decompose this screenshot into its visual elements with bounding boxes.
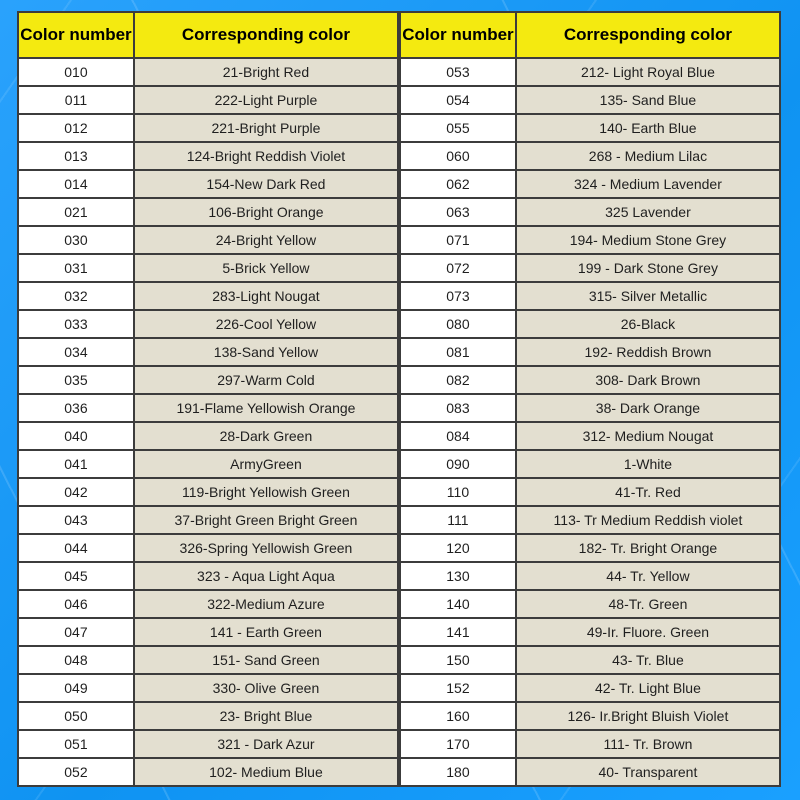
table-row (18, 534, 398, 562)
table-row (400, 674, 780, 702)
table-row (18, 114, 398, 142)
color-number-cell: 053 (400, 58, 516, 86)
table-row (400, 478, 780, 506)
color-name-cell: 23- Bright Blue (134, 702, 398, 730)
table-row (18, 646, 398, 674)
color-number-cell: 141 (400, 618, 516, 646)
color-number-cell: 170 (400, 730, 516, 758)
table-row (400, 394, 780, 422)
color-name-cell: 154-New Dark Red (134, 170, 398, 198)
color-name-cell: 26-Black (516, 310, 780, 338)
table-row (18, 226, 398, 254)
color-number-cell: 110 (400, 478, 516, 506)
color-number-cell: 090 (400, 450, 516, 478)
color-number-cell: 071 (400, 226, 516, 254)
color-name-cell: 330- Olive Green (134, 674, 398, 702)
table-row (400, 702, 780, 730)
color-name-cell: 283-Light Nougat (134, 282, 398, 310)
color-name-cell: 48-Tr. Green (516, 590, 780, 618)
table-row (400, 590, 780, 618)
table-row (18, 702, 398, 730)
table-row (18, 58, 398, 86)
color-number-cell: 062 (400, 170, 516, 198)
table-row (18, 478, 398, 506)
table-row (400, 562, 780, 590)
table-row (18, 562, 398, 590)
color-number-cell: 034 (18, 338, 134, 366)
color-number-cell: 084 (400, 422, 516, 450)
color-name-cell: 113- Tr Medium Reddish violet (516, 506, 780, 534)
color-name-cell: 326-Spring Yellowish Green (134, 534, 398, 562)
table-row (18, 310, 398, 338)
color-number-cell: 052 (18, 758, 134, 786)
table-row (18, 590, 398, 618)
color-name-cell: 140- Earth Blue (516, 114, 780, 142)
color-number-cell: 060 (400, 142, 516, 170)
table-row (18, 758, 398, 786)
table-row (400, 254, 780, 282)
table-row (18, 450, 398, 478)
color-name-cell: 322-Medium Azure (134, 590, 398, 618)
table-row (18, 366, 398, 394)
color-number-cell: 045 (18, 562, 134, 590)
table-row (400, 618, 780, 646)
table-row (400, 86, 780, 114)
table-row (400, 198, 780, 226)
color-number-cell: 140 (400, 590, 516, 618)
color-name-cell: 28-Dark Green (134, 422, 398, 450)
color-number-cell: 011 (18, 86, 134, 114)
color-name-cell: 141 - Earth Green (134, 618, 398, 646)
color-name-cell: 312- Medium Nougat (516, 422, 780, 450)
table-row (400, 58, 780, 86)
color-name-cell: 321 - Dark Azur (134, 730, 398, 758)
color-number-cell: 044 (18, 534, 134, 562)
table-row (400, 142, 780, 170)
color-name-cell: 111- Tr. Brown (516, 730, 780, 758)
table-header-row (18, 12, 398, 58)
color-number-cell: 081 (400, 338, 516, 366)
table-row (18, 170, 398, 198)
table-row (18, 422, 398, 450)
color-number-cell: 047 (18, 618, 134, 646)
color-number-cell: 035 (18, 366, 134, 394)
color-name-cell: 199 - Dark Stone Grey (516, 254, 780, 282)
table-row (18, 142, 398, 170)
color-name-cell: 38- Dark Orange (516, 394, 780, 422)
table-header-row (400, 12, 780, 58)
table-row (18, 86, 398, 114)
color-number-cell: 055 (400, 114, 516, 142)
color-name-cell: 42- Tr. Light Blue (516, 674, 780, 702)
table-row (18, 198, 398, 226)
color-number-cell: 082 (400, 366, 516, 394)
color-name-cell: 135- Sand Blue (516, 86, 780, 114)
color-table-left-body (18, 58, 398, 786)
color-name-cell: 24-Bright Yellow (134, 226, 398, 254)
color-name-cell: 297-Warm Cold (134, 366, 398, 394)
table-row (400, 310, 780, 338)
color-name-cell: 191-Flame Yellowish Orange (134, 394, 398, 422)
color-name-cell: 41-Tr. Red (516, 478, 780, 506)
color-name-cell: 44- Tr. Yellow (516, 562, 780, 590)
color-name-cell: 182- Tr. Bright Orange (516, 534, 780, 562)
table-row (18, 730, 398, 758)
table-row (400, 226, 780, 254)
table-header-number: Color number (18, 12, 134, 58)
color-name-cell: 126- Ir.Bright Bluish Violet (516, 702, 780, 730)
table-row (400, 534, 780, 562)
table-row (18, 254, 398, 282)
color-number-cell: 043 (18, 506, 134, 534)
color-number-cell: 080 (400, 310, 516, 338)
color-number-cell: 032 (18, 282, 134, 310)
table-row (18, 618, 398, 646)
table-header-color: Corresponding color (516, 12, 780, 58)
color-name-cell: 226-Cool Yellow (134, 310, 398, 338)
table-row (400, 730, 780, 758)
color-number-cell: 063 (400, 198, 516, 226)
color-number-cell: 054 (400, 86, 516, 114)
color-name-cell: 315- Silver Metallic (516, 282, 780, 310)
color-table-right (399, 11, 781, 787)
table-header-color: Corresponding color (134, 12, 398, 58)
table-row (400, 758, 780, 786)
table-row (18, 674, 398, 702)
color-name-cell: 308- Dark Brown (516, 366, 780, 394)
color-number-cell: 048 (18, 646, 134, 674)
color-name-cell: 192- Reddish Brown (516, 338, 780, 366)
table-row (400, 366, 780, 394)
color-number-cell: 072 (400, 254, 516, 282)
color-number-cell: 083 (400, 394, 516, 422)
color-name-cell: 40- Transparent (516, 758, 780, 786)
table-row (400, 450, 780, 478)
color-number-cell: 031 (18, 254, 134, 282)
color-number-cell: 130 (400, 562, 516, 590)
table-row (400, 422, 780, 450)
color-name-cell: 1-White (516, 450, 780, 478)
color-number-cell: 030 (18, 226, 134, 254)
table-row (400, 506, 780, 534)
color-table-right-body (400, 58, 780, 786)
color-number-cell: 073 (400, 282, 516, 310)
color-name-cell: 102- Medium Blue (134, 758, 398, 786)
table-row (18, 338, 398, 366)
color-number-cell: 021 (18, 198, 134, 226)
color-number-cell: 041 (18, 450, 134, 478)
color-number-cell: 152 (400, 674, 516, 702)
color-number-cell: 013 (18, 142, 134, 170)
color-number-cell: 180 (400, 758, 516, 786)
table-row (18, 282, 398, 310)
color-number-cell: 036 (18, 394, 134, 422)
color-name-cell: 5-Brick Yellow (134, 254, 398, 282)
color-name-cell: 119-Bright Yellowish Green (134, 478, 398, 506)
table-row (400, 646, 780, 674)
color-name-cell: ArmyGreen (134, 450, 398, 478)
color-tables-container (17, 11, 781, 787)
color-name-cell: 324 - Medium Lavender (516, 170, 780, 198)
color-name-cell: 37-Bright Green Bright Green (134, 506, 398, 534)
color-name-cell: 43- Tr. Blue (516, 646, 780, 674)
table-row (400, 170, 780, 198)
color-number-cell: 040 (18, 422, 134, 450)
color-number-cell: 050 (18, 702, 134, 730)
table-row (18, 506, 398, 534)
color-number-cell: 160 (400, 702, 516, 730)
color-table-left (17, 11, 399, 787)
color-name-cell: 221-Bright Purple (134, 114, 398, 142)
color-name-cell: 138-Sand Yellow (134, 338, 398, 366)
table-row (400, 282, 780, 310)
color-number-cell: 042 (18, 478, 134, 506)
color-name-cell: 151- Sand Green (134, 646, 398, 674)
color-number-cell: 014 (18, 170, 134, 198)
color-name-cell: 21-Bright Red (134, 58, 398, 86)
color-name-cell: 106-Bright Orange (134, 198, 398, 226)
color-number-cell: 051 (18, 730, 134, 758)
color-name-cell: 194- Medium Stone Grey (516, 226, 780, 254)
color-name-cell: 325 Lavender (516, 198, 780, 226)
table-row (400, 114, 780, 142)
color-number-cell: 049 (18, 674, 134, 702)
color-number-cell: 150 (400, 646, 516, 674)
table-row (400, 338, 780, 366)
table-row (18, 394, 398, 422)
color-name-cell: 268 - Medium Lilac (516, 142, 780, 170)
color-name-cell: 323 - Aqua Light Aqua (134, 562, 398, 590)
color-number-cell: 033 (18, 310, 134, 338)
color-number-cell: 046 (18, 590, 134, 618)
color-name-cell: 124-Bright Reddish Violet (134, 142, 398, 170)
color-name-cell: 222-Light Purple (134, 86, 398, 114)
color-name-cell: 49-Ir. Fluore. Green (516, 618, 780, 646)
color-name-cell: 212- Light Royal Blue (516, 58, 780, 86)
color-number-cell: 010 (18, 58, 134, 86)
color-number-cell: 120 (400, 534, 516, 562)
color-number-cell: 012 (18, 114, 134, 142)
table-header-number: Color number (400, 12, 516, 58)
color-number-cell: 111 (400, 506, 516, 534)
